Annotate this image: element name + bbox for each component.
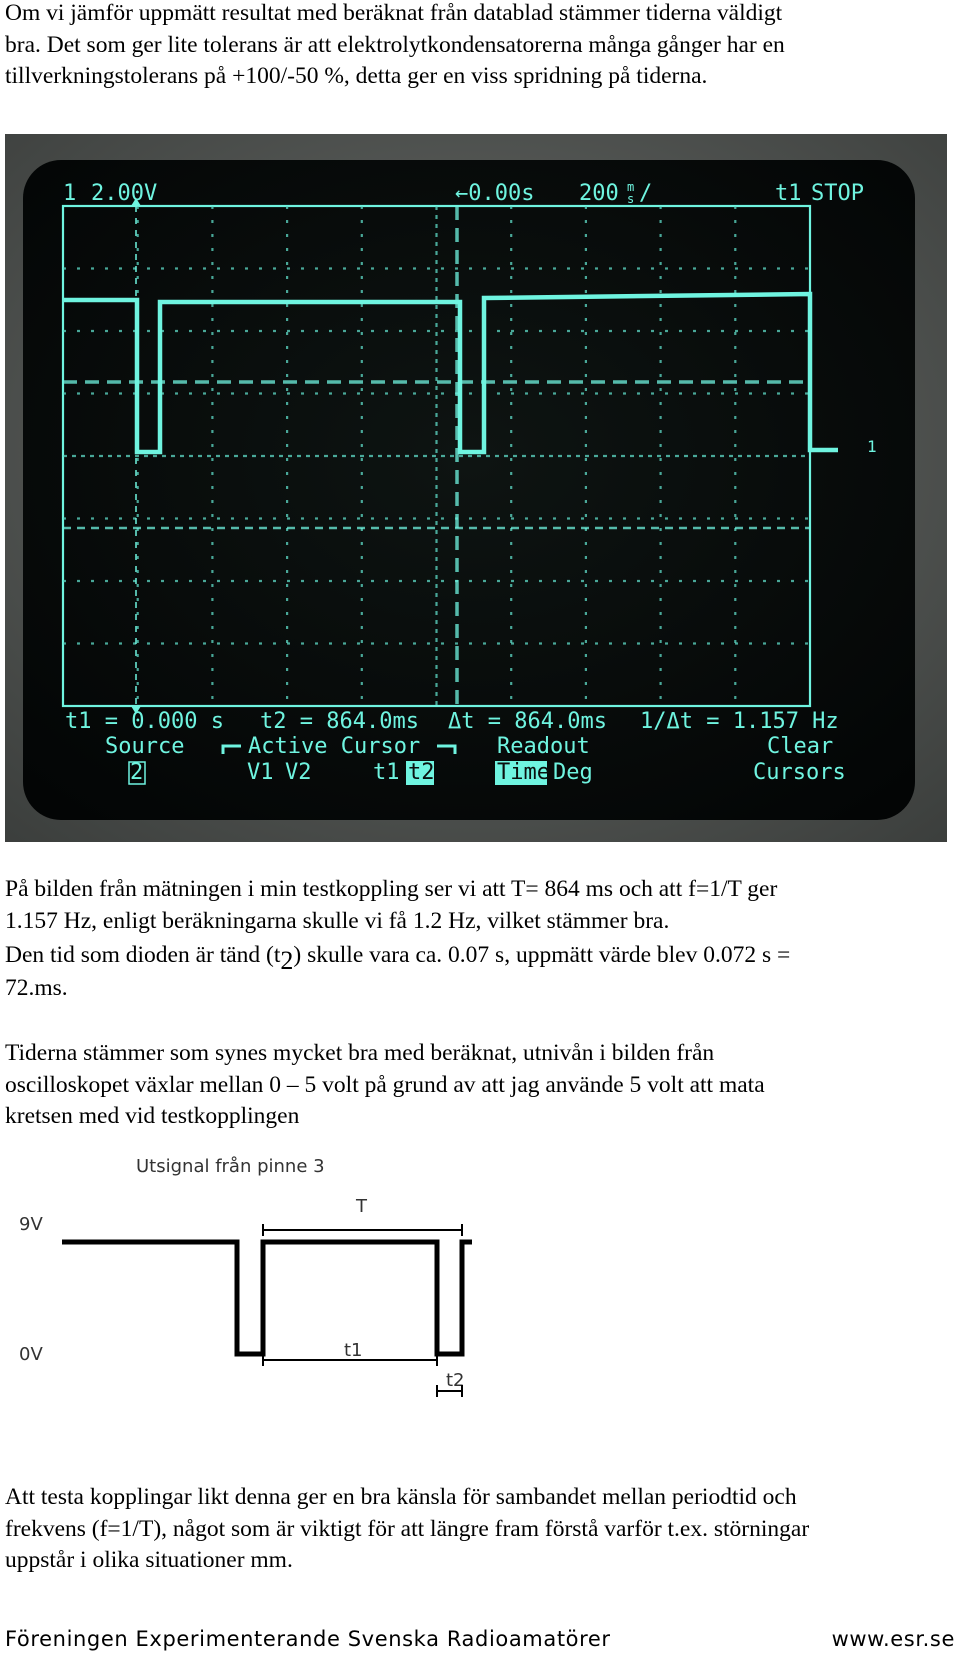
time-per-div: 200 — [579, 181, 619, 206]
conclusion-paragraph — [5, 1482, 955, 1577]
text-line: Tiderna stämmer som synes mycket bra med beräknat, utnivån i bilden från — [5, 1040, 715, 1066]
menu-active-cursor-label[interactable]: Active Cursor — [248, 734, 421, 759]
frequency-readout: 1/Δt = 1.157 Hz — [640, 709, 839, 734]
low-level-label: 0V — [19, 1344, 43, 1365]
trigger-label: t1 — [775, 181, 802, 206]
period-dimension — [263, 1224, 462, 1236]
footer-website: www.esr.se — [831, 1627, 955, 1651]
menu-clear-label[interactable]: Clear — [767, 734, 834, 759]
menu-v1[interactable]: V1 — [247, 760, 274, 785]
diagram-title: Utsignal från pinne 3 — [136, 1156, 325, 1177]
delta-t-readout: Δt = 864.0ms — [448, 709, 607, 734]
text-line: 1.157 Hz, enligt beräkningarna skulle vi få 1.2 Hz, vilket stämmer bra. — [5, 907, 670, 934]
unit-slash-glyph: / — [639, 181, 653, 206]
t1-label: t1 — [344, 1340, 363, 1361]
intro-paragraph — [5, 0, 955, 93]
text-line: bra. Det som ger lite tolerans är att elektrolytkondensatorerna många gånger har en — [5, 31, 785, 58]
oscilloscope-photo — [5, 134, 947, 842]
square-wave — [62, 1242, 472, 1354]
ground-marker: 1 — [867, 437, 877, 456]
menu-t1[interactable]: t1 — [373, 760, 400, 785]
t2-label: t2 — [446, 1370, 465, 1391]
volts-per-div: 2.00V — [91, 181, 158, 206]
menu-deg[interactable]: Deg — [553, 760, 593, 785]
menu-source-label[interactable]: Source — [105, 734, 185, 759]
text-line: 72.ms. — [5, 975, 68, 1001]
measurement-paragraph — [5, 874, 955, 1005]
text-line: kretsen med vid testkopplingen — [5, 1103, 300, 1129]
menu-t2-selected[interactable]: t2 — [408, 760, 435, 785]
text-line: Att testa kopplingar likt denna ger en bra känsla för sambandet mellan periodtid och — [5, 1484, 797, 1510]
text-fragment: Den tid som dioden är tänd (t — [5, 942, 281, 968]
text-line: uppstår i olika situationer mm. — [5, 1547, 293, 1573]
text-line: På bilden från mätningen i min testkoppling ser vi att T= 864 ms och att f=1/T ger — [5, 876, 778, 902]
page-footer — [5, 1627, 955, 1655]
time-offset: ←0.00s — [455, 181, 535, 206]
menu-source-value[interactable]: 2 — [130, 760, 144, 785]
text-line: oscilloskopet växlar mellan 0 – 5 volt på grund av att jag använde 5 volt att mata — [5, 1071, 765, 1098]
cursor-t1-readout: t1 = 0.000 s — [65, 709, 224, 734]
subscript: 2 — [280, 946, 294, 975]
run-state: STOP — [811, 181, 864, 206]
period-label: T — [356, 1196, 367, 1217]
text-line — [5, 937, 955, 973]
menu-cursors-label[interactable]: Cursors — [753, 760, 846, 785]
cursor-t2-readout: t2 = 864.0ms — [260, 709, 419, 734]
text-line: frekvens (f=1/T), något som är viktigt för att längre fram förstå varför t.ex. störningar — [5, 1515, 810, 1542]
menu-v2[interactable]: V2 — [285, 760, 312, 785]
comparison-paragraph — [5, 1038, 955, 1133]
time-unit-bottom: s — [627, 192, 635, 206]
high-level-label: 9V — [19, 1214, 43, 1235]
menu-readout-label[interactable]: Readout — [497, 734, 590, 759]
channel-number: 1 — [63, 181, 77, 206]
text-line: Om vi jämför uppmätt resultat med beräknat från datablad stämmer tiderna väldigt — [5, 0, 783, 26]
pulse-diagram — [5, 1150, 635, 1410]
text-line: tillverkningstolerans på +100/-50 %, detta ger en viss spridning på tiderna. — [5, 63, 708, 89]
text-fragment: ) skulle vara ca. 0.07 s, uppmätt värde blev 0.072 s = — [293, 942, 791, 968]
menu-time-selected[interactable]: Time — [497, 760, 550, 785]
time-unit-top: m — [627, 180, 635, 194]
footer-organization: Föreningen Experimenterande Svenska Radioamatörer — [5, 1627, 611, 1651]
